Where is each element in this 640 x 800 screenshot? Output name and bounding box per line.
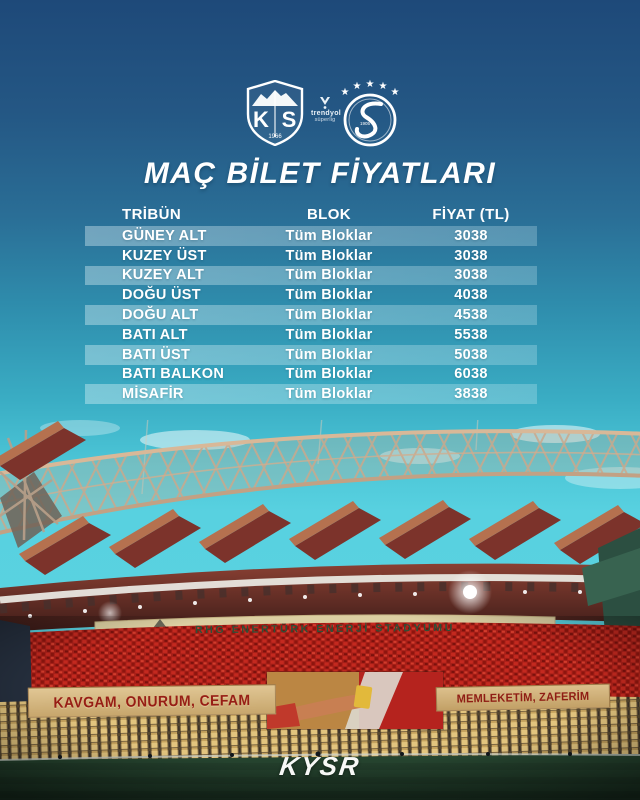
club-logos-row [0, 78, 640, 150]
col-header-tribun: TRİBÜN [122, 205, 182, 223]
stadium-photo [0, 420, 640, 800]
table-row [85, 246, 537, 266]
away-logo-year: 1905 [359, 121, 371, 126]
col-header-fiyat: FİYAT (TL) [432, 205, 510, 223]
stadium-photo-art [0, 420, 640, 800]
table-row [85, 345, 537, 365]
svg-text:★: ★ [340, 87, 350, 98]
kysr-watermark: KYSR [277, 751, 363, 781]
fiyat-cell: 4038 [454, 287, 488, 304]
tribun-cell: BATI BALKON [122, 366, 225, 383]
table-row [85, 226, 537, 246]
fiyat-cell: 5538 [454, 326, 488, 343]
table-row [85, 266, 537, 286]
tribun-cell: DOĞU ALT [122, 307, 199, 324]
tribun-cell: BATI ÜST [122, 346, 191, 363]
fiyat-cell: 4538 [454, 307, 488, 324]
away-monogram-icon [357, 103, 381, 136]
stadium-name-text: RHG ENERTÜRK ENERJİ STADYUMU [194, 621, 455, 637]
fiyat-cell: 3838 [454, 386, 488, 403]
league-bird-icon [320, 97, 330, 105]
table-row [85, 365, 537, 385]
home-team-logo [246, 80, 304, 151]
home-logo-year: 1966 [268, 134, 282, 140]
table-row [85, 384, 537, 404]
table-header [85, 202, 537, 226]
svg-text:★: ★ [352, 81, 362, 92]
blok-cell: Tüm Bloklar [285, 307, 373, 324]
table-row [85, 285, 537, 305]
fiyat-cell: 3038 [454, 227, 488, 244]
svg-text:★: ★ [378, 81, 388, 92]
table-row [85, 325, 537, 345]
blok-cell: Tüm Bloklar [285, 267, 373, 284]
tribun-cell: MİSAFİR [122, 386, 184, 403]
tribun-cell: BATI ALT [122, 326, 188, 343]
blok-cell: Tüm Bloklar [285, 366, 373, 383]
blok-cell: Tüm Bloklar [285, 386, 373, 403]
svg-text:★: ★ [365, 79, 375, 90]
fiyat-cell: 3038 [454, 267, 488, 284]
home-logo-letter-s: S [281, 107, 297, 132]
tribun-cell: KUZEY ÜST [122, 247, 207, 264]
table-row [85, 305, 537, 325]
away-team-logo [338, 78, 404, 153]
col-header-blok: BLOK [306, 205, 352, 223]
supporter-banner-right: MEMLEKETİM, ZAFERİM [436, 683, 610, 711]
blok-cell: Tüm Bloklar [285, 247, 373, 264]
league-logo [311, 96, 342, 123]
tifo-banner [266, 671, 444, 730]
home-logo-letter-k: K [253, 107, 269, 132]
page-title: MAÇ BİLET FİYATLARI [143, 157, 497, 190]
blok-cell: Tüm Bloklar [285, 326, 373, 343]
supporter-banner-left: KAVGAM, ONURUM, CEFAM [28, 684, 276, 718]
blok-cell: Tüm Bloklar [285, 227, 373, 244]
fiyat-cell: 6038 [454, 366, 488, 383]
price-table [85, 202, 537, 404]
league-logo-line2: süperlig [314, 117, 336, 123]
tribun-cell: DOĞU ÜST [122, 287, 201, 304]
tribun-cell: KUZEY ALT [122, 267, 205, 284]
blok-cell: Tüm Bloklar [285, 287, 373, 304]
tribun-cell: GÜNEY ALT [122, 227, 207, 244]
svg-text:★: ★ [390, 87, 400, 98]
blok-cell: Tüm Bloklar [285, 346, 373, 363]
league-logo-line1: trendyol [311, 110, 342, 117]
fiyat-cell: 5038 [454, 346, 488, 363]
fiyat-cell: 3038 [454, 247, 488, 264]
